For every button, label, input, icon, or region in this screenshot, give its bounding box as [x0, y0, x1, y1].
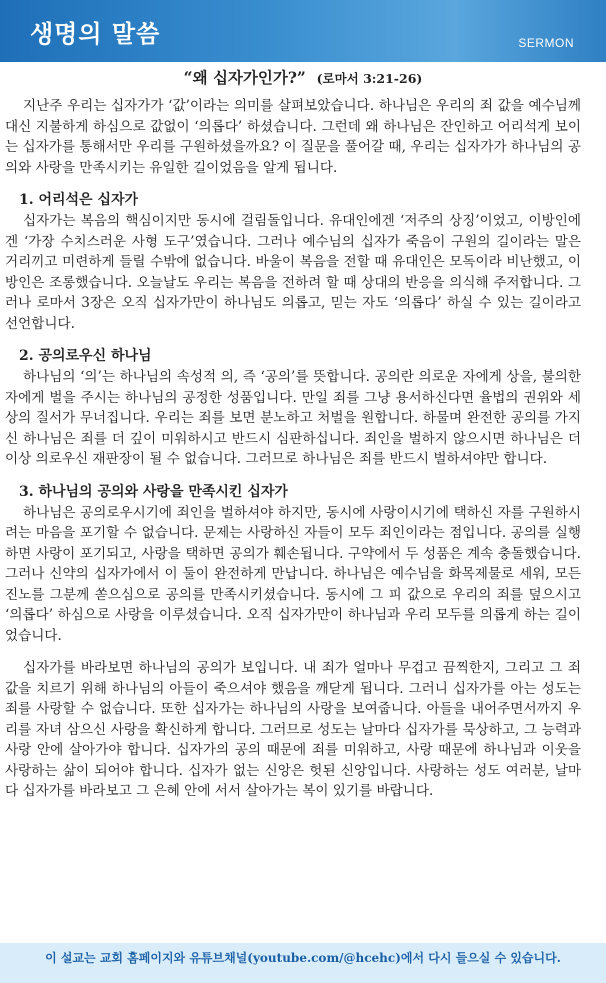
header-title: 생명의 말씀 — [30, 20, 161, 48]
header-banner — [0, 0, 606, 62]
header-tag: SERMON — [518, 36, 574, 50]
scripture-reference: (로마서 3:21-26) — [316, 71, 423, 86]
section-heading: 1. 어리석은 십자가 — [19, 192, 139, 208]
section-paragraph: 하나님은 공의로우시기에 죄인을 벌하셔야 하지만, 동시에 사랑이시기에 택하신 자를 구원하시려는 마음을 포기할 수 없습니다. 문제는 사랑하신 자들이 모두 죄인이라는 점입니다. 공의를 실행하면 사랑이 포기되고, 사랑을 택하면 공의가 훼손됩니다. 구약에서 두 성품은 계속 충돌했습니다. 그러나 신약의 십자가에서 이 둘이 완전하게 만납니다. 하나님은 예수님을 화목제물로 세워, 모든 진노를 그분께 쏟으심으로 공의를 만족시키셨습니다. 동시에 그 피 값으로 우리의 죄를 덮으시고 ‘의롭다’ 하심으로 사랑을 이루셨습니다. 오직 십자가만이 하나님과 우리 모두를 의롭게 하는 길이었습니다. — [5, 504, 581, 644]
sermon-body — [0, 62, 606, 943]
footer-banner — [0, 943, 606, 983]
sermon-title: “왜 십자가인가?” — [183, 68, 306, 87]
conclusion-paragraph: 십자가를 바라보면 하나님의 공의가 보입니다. 내 죄가 얼마나 무겁고 끔찍한지, 그리고 그 죄 값을 치르기 위해 하나님의 아들이 죽으셔야 했음을 깨닫게 됩니다. 그러니 십자가를 아는 성도는 죄를 사랑할 수 없습니다. 또한 십자가는 하나님의 사랑을 보여줍니다. 아들을 내어주면서까지 우리를 자녀 삼으신 사랑을 확신하게 합니다. 그러므로 성도는 날마다 십자가를 묵상하고, 그 능력과 사랑 안에 살아가야 합니다. 십자가의 공의 때문에 죄를 미워하고, 사랑 때문에 하나님과 이웃을 사랑하는 삶이 되어야 합니다. 십자가 없는 신앙은 헛된 신앙입니다. 사랑하는 성도 여러분, 날마다 십자가를 바라보고 그 은혜 안에 서서 살아가는 복이 있기를 바랍니다. — [5, 660, 581, 799]
section-heading: 3. 하나님의 공의와 사랑을 만족시킨 십자가 — [19, 483, 288, 500]
section-paragraph: 십자가는 복음의 핵심이지만 동시에 걸림돌입니다. 유대인에겐 ‘저주의 상징’이었고, 이방인에겐 ‘가장 수치스러운 사형 도구’였습니다. 그러나 예수님의 십자가 죽음이 구원의 길이라는 말은 거리끼고 미련하게 들릴 수밖에 없습니다. 바울이 복음을 전할 때 유대인은 모독이라 비난했고, 이방인은 조롱했습니다. 오늘날도 우리는 복음을 전하려 할 때 상대의 반응을 의식해 주저합니다. 그러나 로마서 3장은 오직 십자가만이 하나님도 의롭고, 믿는 자도 ‘의롭다’ 하실 수 있는 길이라고 선언합니다. — [5, 213, 581, 332]
sermon-title-row — [0, 66, 606, 88]
sermon-content — [5, 96, 581, 802]
section-paragraph: 하나님의 ‘의’는 하나님의 속성적 의, 즉 ‘공의’를 뜻합니다. 공의란 의로운 자에게 상을, 불의한 자에게 벌을 주시는 하나님의 공정한 성품입니다. 만일 죄를 그냥 용서하신다면 율법의 권위와 세상의 질서가 무너집니다. 우리는 죄를 보면 분노하고 처벌을 원합니다. 하물며 완전한 공의를 가지신 하나님은 죄를 더 깊이 미워하시고 반드시 심판하십니다. 죄인을 벌하지 않으시면 하나님은 더 이상 의로우신 재판장이 될 수 없습니다. 그러므로 하나님은 죄를 반드시 벌하셔야만 합니다. — [5, 369, 581, 467]
intro-paragraph: 지난주 우리는 십자가가 ‘값’이라는 의미를 살펴보았습니다. 하나님은 우리의 죄 값을 예수님께 대신 지불하게 하심으로 값없이 ‘의롭다’ 하셨습니다. 그런데 왜 하나님은 잔인하고 어리석게 보이는 십자가를 통해서만 우리를 구원하셨을까요? 이 질문을 풀어갈 때, 우리는 십자가가 하나님의 공의와 사랑을 만족시키는 유일한 길이었음을 알게 됩니다. — [5, 98, 581, 176]
footer-note: 이 설교는 교회 홈페이지와 유튜브채널(youtube.com/@hcehc)에서 다시 들으실 수 있습니다. — [45, 951, 561, 965]
section-heading: 2. 공의로우신 하나님 — [19, 348, 152, 364]
